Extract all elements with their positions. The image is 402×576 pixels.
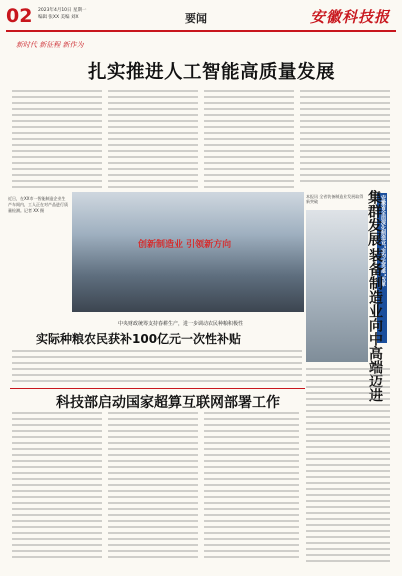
page-header <box>0 0 402 34</box>
section-title: 要闻 <box>185 12 207 25</box>
bottom-text-column-1 <box>12 412 102 562</box>
article-text-column-1 <box>12 90 102 190</box>
top-kicker: 新时代 新征程 新作为 <box>16 41 84 49</box>
side-title-line2: 装备制造业向中高端迈进 <box>367 248 383 402</box>
side-title-line1: 集群发展 <box>366 190 382 246</box>
newspaper-logo: 安徽科技报 <box>309 8 390 26</box>
mid-headline: 实际种粮农民获补100亿元一次性补贴 <box>36 332 242 346</box>
header-meta <box>38 7 86 21</box>
header-editor: 编辑 张XX 美编 刘X <box>38 15 79 20</box>
bottom-text-column-3 <box>204 412 299 562</box>
photo-caption: 近日，在XX市一智能制造企业生产车间内，工人正在对产品进行质量检测。记者 XX 摄 <box>8 196 68 213</box>
side-text-column <box>306 368 390 562</box>
header-date: 2023年4月10日 星期一 <box>38 8 87 13</box>
photo-slogan: 创新制造业 引领新方向 <box>138 240 232 250</box>
header-rule <box>6 30 396 32</box>
bottom-text-column-2 <box>108 412 198 562</box>
page-number: 02 <box>6 5 33 27</box>
side-lede: 本报讯 全省装备制造业发展取得新突破 <box>306 194 364 204</box>
article-text-column-3 <box>204 90 294 190</box>
article-text-column-2 <box>108 90 198 190</box>
bottom-headline: 科技部启动国家超算互联网部署工作 <box>56 395 280 411</box>
mid-text <box>12 350 302 386</box>
side-ribbon: 安徽省全面深化制造业“亩均论英雄”改革 <box>377 193 387 343</box>
top-headline: 扎实推进人工智能高质量发展 <box>88 62 336 83</box>
article-text-column-4 <box>300 90 390 182</box>
section-divider <box>10 388 305 389</box>
mid-kicker: 中央财政统筹支持春耕生产，进一步调动农民种粮积极性 <box>118 321 244 327</box>
factory-photo <box>72 192 304 312</box>
